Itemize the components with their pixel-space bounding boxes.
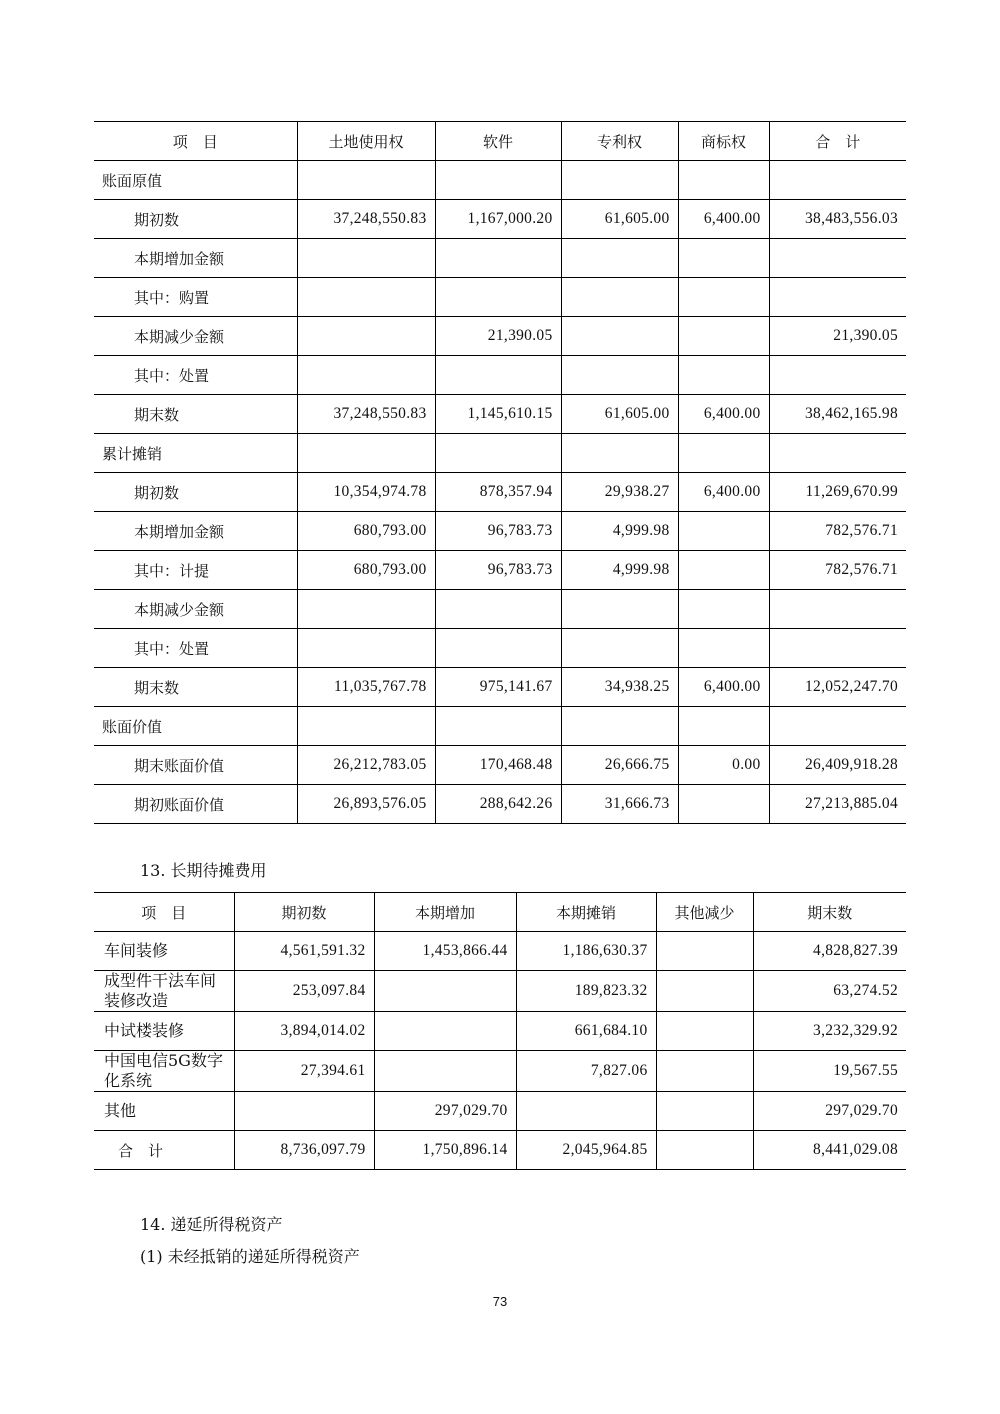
value-cell	[656, 1092, 753, 1131]
value-cell: 27,213,885.04	[769, 785, 906, 824]
value-cell: 680,793.00	[297, 551, 435, 590]
value-cell: 4,561,591.32	[234, 932, 374, 971]
value-cell: 1,453,866.44	[374, 932, 516, 971]
row-label: 期末数	[94, 395, 297, 434]
table-row	[94, 707, 906, 746]
value-cell: 7,827.06	[516, 1051, 656, 1092]
header-cell: 合 计	[769, 122, 906, 161]
value-cell	[656, 1051, 753, 1092]
value-cell: 0.00	[678, 746, 769, 785]
value-cell: 975,141.67	[435, 668, 561, 707]
value-cell	[561, 317, 678, 356]
value-cell	[678, 629, 769, 668]
long-term-prepaid-expenses-table	[94, 892, 906, 1170]
value-cell: 2,045,964.85	[516, 1131, 656, 1170]
table-row	[94, 971, 906, 1012]
value-cell: 4,999.98	[561, 512, 678, 551]
header-cell: 专利权	[561, 122, 678, 161]
value-cell: 8,441,029.08	[753, 1131, 906, 1170]
row-label: 本期减少金额	[94, 590, 297, 629]
value-cell	[561, 356, 678, 395]
value-cell: 3,894,014.02	[234, 1012, 374, 1051]
value-cell: 21,390.05	[769, 317, 906, 356]
value-cell: 661,684.10	[516, 1012, 656, 1051]
header-cell: 项 目	[94, 893, 234, 932]
value-cell	[656, 1012, 753, 1051]
header-cell: 本期摊销	[516, 893, 656, 932]
table-row	[94, 629, 906, 668]
value-cell: 61,605.00	[561, 395, 678, 434]
value-cell	[678, 512, 769, 551]
row-label: 中试楼装修	[94, 1012, 234, 1051]
value-cell: 297,029.70	[753, 1092, 906, 1131]
table-row	[94, 239, 906, 278]
value-cell	[678, 785, 769, 824]
value-cell: 288,642.26	[435, 785, 561, 824]
value-cell: 26,212,783.05	[297, 746, 435, 785]
row-label: 其中：处置	[94, 629, 297, 668]
table-header-row	[94, 122, 906, 161]
page-number: 73	[492, 1294, 508, 1309]
value-cell	[561, 278, 678, 317]
table-row	[94, 473, 906, 512]
value-cell: 1,167,000.20	[435, 200, 561, 239]
row-label: 累计摊销	[94, 434, 297, 473]
value-cell	[769, 707, 906, 746]
value-cell: 11,035,767.78	[297, 668, 435, 707]
value-cell: 1,750,896.14	[374, 1131, 516, 1170]
value-cell	[678, 551, 769, 590]
header-cell: 期初数	[234, 893, 374, 932]
value-cell: 63,274.52	[753, 971, 906, 1012]
table-row	[94, 785, 906, 824]
value-cell	[297, 161, 435, 200]
value-cell: 6,400.00	[678, 200, 769, 239]
value-cell	[678, 239, 769, 278]
value-cell: 4,999.98	[561, 551, 678, 590]
table-row	[94, 1012, 906, 1051]
header-cell: 其他减少	[656, 893, 753, 932]
value-cell: 96,783.73	[435, 512, 561, 551]
value-cell	[374, 1051, 516, 1092]
value-cell: 3,232,329.92	[753, 1012, 906, 1051]
value-cell	[656, 971, 753, 1012]
table-row	[94, 317, 906, 356]
value-cell	[769, 356, 906, 395]
table-row	[94, 161, 906, 200]
table-row	[94, 512, 906, 551]
value-cell: 4,828,827.39	[753, 932, 906, 971]
row-label: 期初数	[94, 200, 297, 239]
value-cell: 26,666.75	[561, 746, 678, 785]
table-header-row	[94, 893, 906, 932]
value-cell: 19,567.55	[753, 1051, 906, 1092]
value-cell	[297, 239, 435, 278]
value-cell	[516, 1092, 656, 1131]
value-cell: 6,400.00	[678, 473, 769, 512]
value-cell	[678, 590, 769, 629]
value-cell: 11,269,670.99	[769, 473, 906, 512]
row-label: 本期减少金额	[94, 317, 297, 356]
value-cell: 34,938.25	[561, 668, 678, 707]
section-14-subtitle: (1) 未经抵销的递延所得税资产	[140, 1247, 360, 1266]
row-label: 期末账面价值	[94, 746, 297, 785]
value-cell	[678, 707, 769, 746]
value-cell	[769, 434, 906, 473]
row-label: 车间装修	[94, 932, 234, 971]
value-cell: 878,357.94	[435, 473, 561, 512]
section-13-title: 13. 长期待摊费用	[140, 861, 267, 880]
value-cell	[297, 356, 435, 395]
value-cell	[435, 434, 561, 473]
value-cell	[435, 161, 561, 200]
header-cell: 商标权	[678, 122, 769, 161]
value-cell	[561, 161, 678, 200]
value-cell: 782,576.71	[769, 512, 906, 551]
value-cell: 96,783.73	[435, 551, 561, 590]
value-cell: 10,354,974.78	[297, 473, 435, 512]
value-cell: 12,052,247.70	[769, 668, 906, 707]
value-cell	[769, 161, 906, 200]
table-row	[94, 1051, 906, 1092]
value-cell: 29,938.27	[561, 473, 678, 512]
value-cell	[435, 629, 561, 668]
value-cell	[678, 356, 769, 395]
value-cell: 782,576.71	[769, 551, 906, 590]
value-cell	[678, 317, 769, 356]
table-row	[94, 434, 906, 473]
value-cell: 170,468.48	[435, 746, 561, 785]
value-cell	[435, 590, 561, 629]
table-row	[94, 932, 906, 971]
header-cell: 期末数	[753, 893, 906, 932]
row-label: 账面原值	[94, 161, 297, 200]
header-cell: 项 目	[94, 122, 297, 161]
header-cell: 本期增加	[374, 893, 516, 932]
row-label: 期初账面价值	[94, 785, 297, 824]
value-cell: 26,409,918.28	[769, 746, 906, 785]
row-label: 账面价值	[94, 707, 297, 746]
value-cell	[435, 707, 561, 746]
value-cell: 189,823.32	[516, 971, 656, 1012]
row-label: 其中：处置	[94, 356, 297, 395]
value-cell	[297, 629, 435, 668]
intangible-assets-table	[94, 121, 906, 824]
value-cell	[435, 278, 561, 317]
section-14-title: 14. 递延所得税资产	[140, 1215, 283, 1234]
table-row	[94, 395, 906, 434]
value-cell: 8,736,097.79	[234, 1131, 374, 1170]
value-cell	[561, 629, 678, 668]
table-row	[94, 356, 906, 395]
header-cell: 土地使用权	[297, 122, 435, 161]
value-cell	[297, 707, 435, 746]
value-cell: 31,666.73	[561, 785, 678, 824]
value-cell	[234, 1092, 374, 1131]
value-cell	[656, 1131, 753, 1170]
row-label: 本期增加金额	[94, 239, 297, 278]
row-label: 合 计	[94, 1131, 234, 1170]
header-cell: 软件	[435, 122, 561, 161]
value-cell	[374, 971, 516, 1012]
value-cell	[678, 278, 769, 317]
row-label: 其中：购置	[94, 278, 297, 317]
table-row	[94, 278, 906, 317]
value-cell	[656, 932, 753, 971]
table-row	[94, 200, 906, 239]
value-cell	[297, 590, 435, 629]
value-cell	[297, 434, 435, 473]
table-row	[94, 746, 906, 785]
row-label: 期初数	[94, 473, 297, 512]
value-cell	[561, 707, 678, 746]
table-row	[94, 1092, 906, 1131]
table-row	[94, 551, 906, 590]
value-cell	[769, 590, 906, 629]
value-cell	[297, 278, 435, 317]
table-row	[94, 1131, 906, 1170]
row-label: 其中：计提	[94, 551, 297, 590]
value-cell: 26,893,576.05	[297, 785, 435, 824]
row-label: 中国电信5G数字化系统	[94, 1051, 234, 1092]
value-cell: 6,400.00	[678, 395, 769, 434]
value-cell: 1,145,610.15	[435, 395, 561, 434]
value-cell: 38,483,556.03	[769, 200, 906, 239]
value-cell	[561, 590, 678, 629]
row-label: 本期增加金额	[94, 512, 297, 551]
value-cell	[435, 356, 561, 395]
value-cell: 38,462,165.98	[769, 395, 906, 434]
value-cell	[678, 434, 769, 473]
value-cell: 1,186,630.37	[516, 932, 656, 971]
value-cell	[297, 317, 435, 356]
value-cell	[769, 239, 906, 278]
value-cell: 61,605.00	[561, 200, 678, 239]
table-row	[94, 590, 906, 629]
value-cell: 21,390.05	[435, 317, 561, 356]
value-cell: 37,248,550.83	[297, 395, 435, 434]
value-cell	[678, 161, 769, 200]
value-cell	[769, 278, 906, 317]
value-cell: 680,793.00	[297, 512, 435, 551]
value-cell: 6,400.00	[678, 668, 769, 707]
value-cell: 253,097.84	[234, 971, 374, 1012]
value-cell: 27,394.61	[234, 1051, 374, 1092]
row-label: 成型件干法车间装修改造	[94, 971, 234, 1012]
value-cell: 37,248,550.83	[297, 200, 435, 239]
row-label: 期末数	[94, 668, 297, 707]
value-cell	[374, 1012, 516, 1051]
value-cell	[561, 434, 678, 473]
value-cell	[769, 629, 906, 668]
value-cell	[561, 239, 678, 278]
row-label: 其他	[94, 1092, 234, 1131]
value-cell: 297,029.70	[374, 1092, 516, 1131]
value-cell	[435, 239, 561, 278]
table-row	[94, 668, 906, 707]
